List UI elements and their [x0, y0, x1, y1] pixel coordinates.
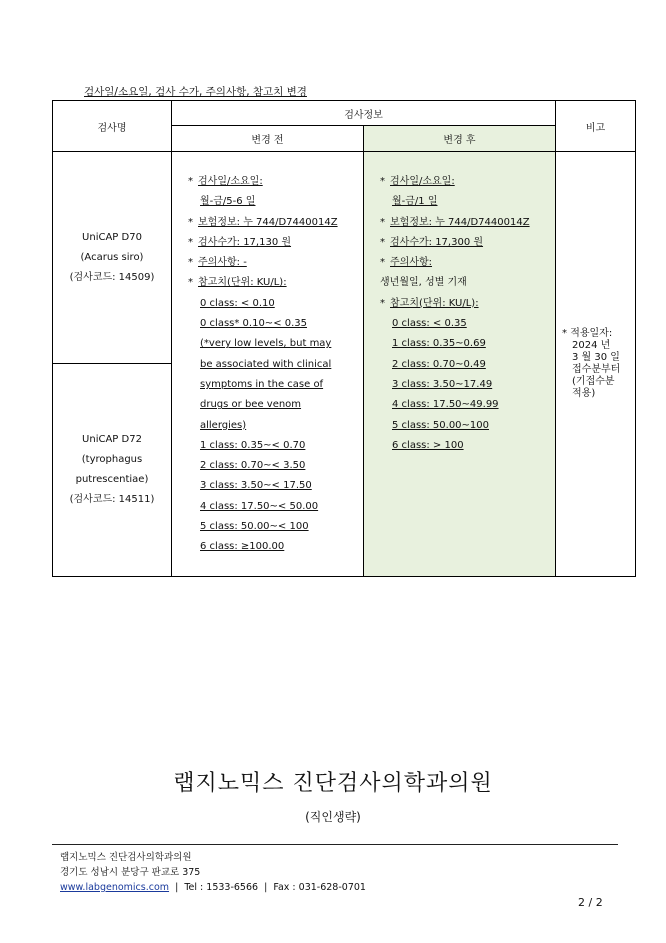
test-name-d70 [53, 152, 172, 364]
header-after: 변경 후 [364, 126, 556, 152]
info-text: 0 class: < 0.10 [200, 297, 275, 309]
organization-name: 랩지노믹스 진단검사의학과의원 [173, 771, 493, 796]
bullet-icon: * [380, 297, 385, 309]
info-text: 참고치(단위: KU/L): [198, 277, 287, 289]
info-line [188, 233, 363, 253]
bullet-icon: * [188, 176, 193, 187]
info-text: 월-금/5-6 일 [200, 196, 256, 208]
test-name-line: UniCAP D70 [82, 231, 142, 243]
info-line [188, 537, 363, 557]
info-text: symptoms in the case of [200, 378, 324, 390]
info-text: 2 class: 0.70~0.49 [392, 358, 486, 370]
info-line [380, 213, 555, 233]
info-line [188, 375, 363, 395]
bullet-icon: * [380, 257, 385, 269]
bullet-icon: * [188, 216, 193, 228]
header-test-name: 검사명 [53, 101, 172, 152]
info-text: 3 class: 3.50~17.49 [392, 378, 493, 390]
info-text: allergies) [200, 419, 247, 431]
info-text: 보험정보: 누 744/D7440014Z [198, 216, 338, 228]
info-line [188, 476, 363, 496]
info-text: 참고치(단위: KU/L): [390, 297, 479, 309]
before-column [172, 152, 364, 577]
info-text: 1 class: 0.35~0.69 [392, 338, 486, 350]
info-line [380, 172, 555, 192]
info-text: 검사수가: 17,300 원 [390, 236, 484, 248]
footer-tel: Tel : 1533-6566 [184, 882, 259, 893]
info-text: 4 class: 17.50~< 50.00 [200, 500, 319, 512]
footer-separator: | [261, 882, 271, 893]
test-info-table [52, 100, 636, 577]
info-text: be associated with clinical [200, 358, 332, 370]
info-text: 검사일/소요일: [390, 176, 455, 187]
info-line [188, 294, 363, 314]
bullet-icon: * [380, 176, 385, 187]
footer [60, 850, 366, 895]
info-line [188, 355, 363, 375]
section-heading: 검사일/소요일, 검사 수가, 주의사항, 참고치 변경 [84, 86, 307, 98]
info-line [380, 375, 555, 395]
info-line [380, 395, 555, 415]
info-line [380, 436, 555, 456]
test-species-line: (Acarus siro) [80, 251, 144, 263]
info-text: 검사수가: 17,130 원 [198, 236, 292, 248]
info-text: 5 class: 50.00~100 [392, 419, 490, 431]
info-text: 월-금/1 일 [392, 196, 438, 208]
note-line: 2024 년 [572, 340, 611, 351]
info-line [188, 436, 363, 456]
bullet-icon: * [380, 236, 385, 248]
info-line [380, 294, 555, 314]
test-code-line: (검사코드: 14511) [69, 494, 155, 505]
footer-divider [52, 844, 618, 845]
test-code-line: (검사코드: 14509) [69, 271, 155, 283]
info-text: 주의사항: [390, 257, 433, 269]
note-line: 적용) [572, 388, 596, 399]
info-text: 1 class: 0.35~< 0.70 [200, 439, 306, 451]
bullet-icon: * [380, 216, 385, 228]
info-text: 생년월일, 성별 기재 [380, 277, 467, 289]
header-before: 변경 전 [172, 126, 364, 152]
website-link[interactable]: www.labgenomics.com [60, 882, 170, 893]
info-text: 2 class: 0.70~< 3.50 [200, 460, 306, 472]
info-line [188, 213, 363, 233]
bullet-icon: * [188, 277, 193, 289]
info-line [188, 314, 363, 334]
info-line [188, 273, 363, 293]
page-number: 2 / 2 [578, 896, 603, 909]
info-text: 보험정보: 누 744/D7440014Z [390, 216, 530, 228]
info-text: (*very low levels, but may [200, 338, 332, 350]
note-line: * 적용일자: [562, 328, 613, 339]
header-note: 비고 [556, 101, 636, 152]
info-text: 6 class: ≥100.00 [200, 541, 285, 553]
info-line [188, 192, 363, 212]
info-text: drugs or bee venom [200, 399, 302, 411]
info-line [188, 172, 363, 192]
info-line [188, 456, 363, 476]
info-line [380, 192, 555, 212]
info-line [380, 314, 555, 334]
info-line [380, 273, 555, 293]
note-cell [556, 152, 636, 577]
before-list [172, 152, 363, 558]
info-text: 주의사항: - [198, 257, 247, 269]
header-test-info: 검사정보 [172, 101, 556, 126]
note-line: 3 월 30 일 [572, 352, 620, 363]
info-text: 4 class: 17.50~49.99 [392, 399, 499, 411]
info-line [380, 233, 555, 253]
test-species-line: (tyrophagus [81, 454, 143, 465]
footer-name: 랩지노믹스 진단검사의학과의원 [60, 852, 192, 863]
note-line: 접수분부터 [572, 364, 621, 375]
seal-omitted-note: (직인생략) [305, 810, 361, 824]
info-line [380, 416, 555, 436]
footer-fax: Fax : 031-628-0701 [273, 882, 366, 893]
info-text: 0 class* 0.10~< 0.35 [200, 318, 308, 330]
info-text: 3 class: 3.50~< 17.50 [200, 480, 312, 492]
bullet-icon: * [188, 236, 193, 248]
note-line: (기접수분 [572, 376, 615, 387]
test-name-d72 [53, 364, 172, 577]
footer-address: 경기도 성남시 분당구 판교로 375 [60, 867, 201, 878]
info-line [188, 497, 363, 517]
test-name-line: UniCAP D72 [82, 434, 142, 445]
info-text: 6 class: > 100 [392, 439, 464, 451]
info-line [380, 334, 555, 354]
test-species-line: putrescentiae) [75, 474, 149, 485]
footer-separator: | [172, 882, 182, 893]
info-line [188, 416, 363, 436]
info-text: 0 class: < 0.35 [392, 318, 467, 330]
after-list [364, 152, 555, 456]
info-line [188, 395, 363, 415]
after-column [364, 152, 556, 577]
info-line [380, 253, 555, 273]
info-line [380, 355, 555, 375]
info-line [188, 253, 363, 273]
info-text: 검사일/소요일: [198, 176, 263, 187]
info-line [188, 517, 363, 537]
info-line [188, 334, 363, 354]
bullet-icon: * [188, 257, 193, 269]
info-text: 5 class: 50.00~< 100 [200, 521, 309, 533]
